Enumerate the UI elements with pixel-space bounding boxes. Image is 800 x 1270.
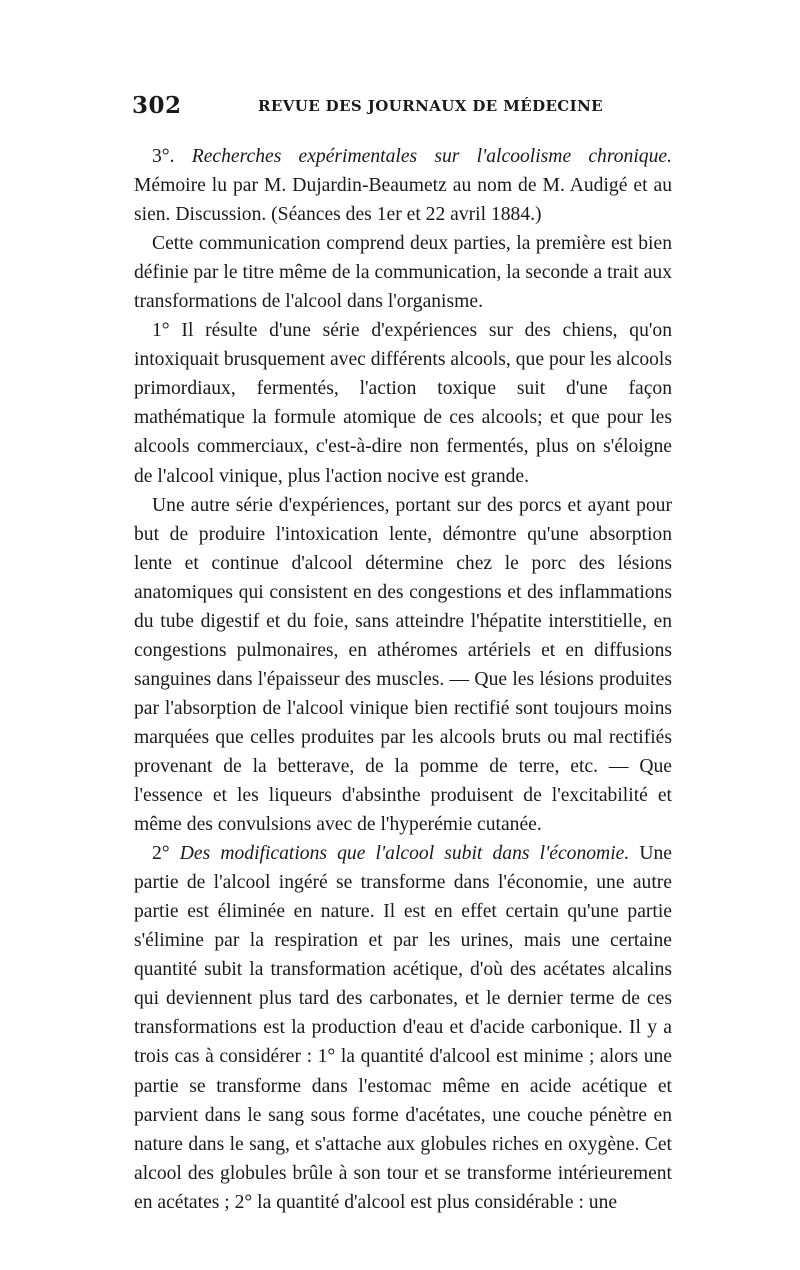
- section-title: Des modifications que l'alcool subit dans l'économie.: [179, 843, 630, 865]
- paragraph-subsection-2-heading: [134, 839, 672, 1217]
- paragraph-text: Une partie de l'alcool ingéré se transforme dans l'économie, une autre partie est éliminée en nature. Il est en effet certain qu'une partie s'élimine par la respiration et par les urines, mais une certaine quantité subit la transformation acétique, d'où des acétates alcalins qui deviennent plus tard des carbonates, et le dernier terme de ces transformations est la production d'eau et d'acide carbonique. Il y a trois cas à considérer : 1° la quantité d'alcool est minime ; alors une partie se transforme dans l'estomac même en acide acétique et parvient dans le sang sous forme d'acétates, une couche pénètre en nature dans le sang, et s'attache aux globules riches en oxygène. Cet alcool des globules brûle à son tour et se transforme intérieurement en acétates ; 2° la quantité d'alcool est plus considérable : une: [134, 843, 672, 1213]
- paragraph-section-3-heading: [134, 142, 672, 229]
- paragraph: Une autre série d'expériences, portant sur des porcs et ayant pour but de produire l'intoxication lente, démontre qu'une absorption lente et continue d'alcool détermine chez le porc des lésions anatomiques qui consistent en des congestions et des inflammations du tube digestif et du foie, sans atteindre l'hépatite interstitielle, en congestions pulmonaires, en athéromes artériels et en diffusions sanguines dans l'épaisseur des muscles. — Que les lésions produites par l'absorption de l'alcool vinique bien rectifié sont toujours moins marquées que celles produites par les alcools bruts ou mal rectifiés provenant de la betterave, de la pomme de terre, etc. — Que l'essence et les liqueurs d'absinthe produisent de l'excitabilité et même des convulsions avec de l'hyperémie cutanée.: [134, 494, 672, 836]
- section-number: 2°: [152, 843, 180, 865]
- paragraph-text: Mémoire lu par M. Dujardin-Beaumetz au nom de M. Audigé et au sien. Discussion. (Séances des 1er et 22 avril 1884.): [134, 175, 672, 226]
- paragraph: Cette communication comprend deux parties, la première est bien définie par le titre même de la communication, la seconde a trait aux transformations de l'alcool dans l'organisme.: [134, 233, 672, 313]
- body-text: [134, 142, 672, 1217]
- section-title: Recherches expérimentales sur l'alcoolisme chronique.: [191, 146, 672, 167]
- page-header: [132, 92, 680, 122]
- page-number: 302: [132, 92, 182, 119]
- section-number: 3°.: [152, 146, 192, 167]
- paragraph: 1° Il résulte d'une série d'expériences sur des chiens, qu'on intoxiquait brusquement avec différents alcools, que pour les alcools primordiaux, fermentés, l'action toxique suit d'une façon mathématique la formule atomique de ces alcools; et que pour les alcools commerciaux, c'est-à-dire non fermentés, plus on s'éloigne de l'alcool vinique, plus l'action nocive est grande.: [134, 320, 672, 487]
- running-title: REVUE DES JOURNAUX DE MÉDECINE: [258, 97, 604, 115]
